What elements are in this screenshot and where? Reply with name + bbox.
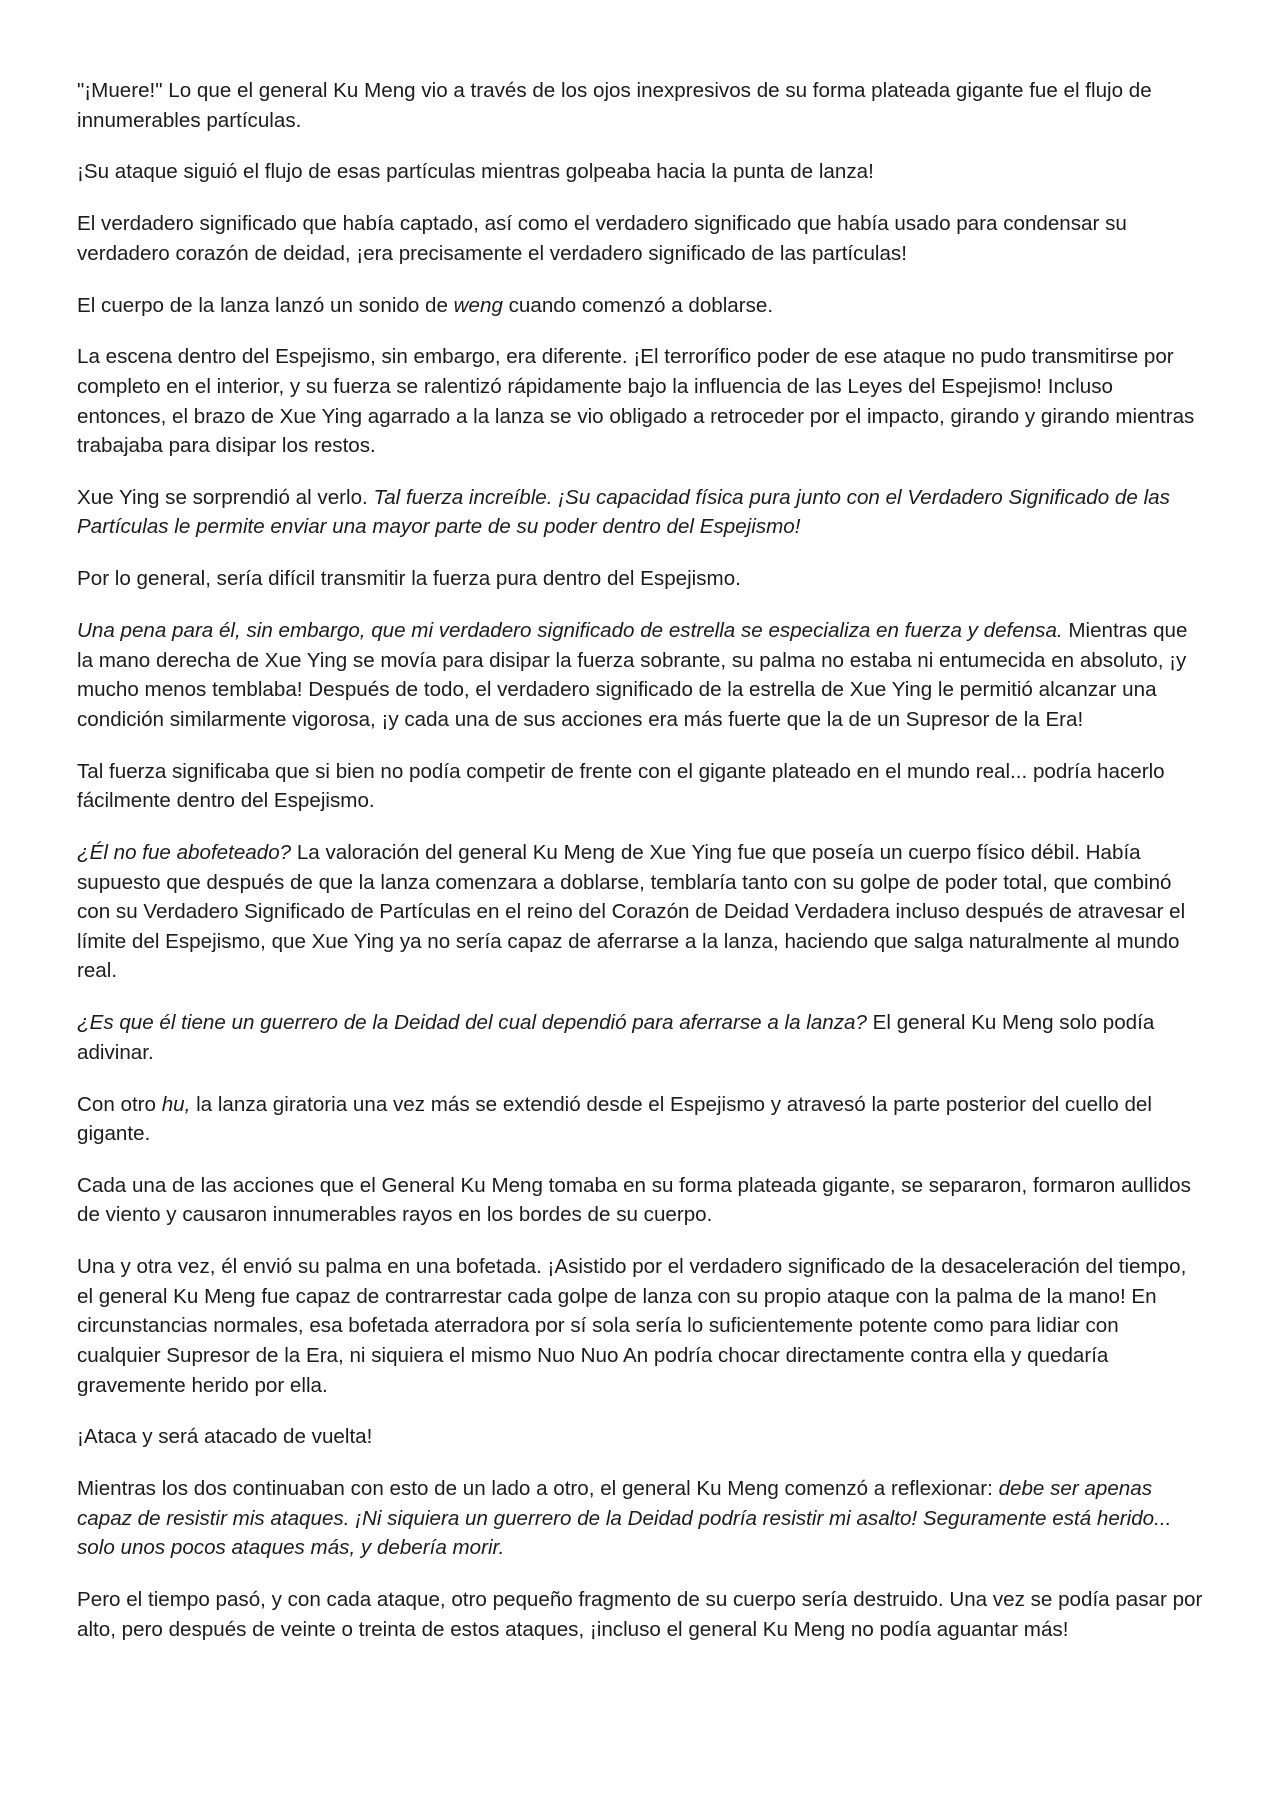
text-run: Mientras que la mano derecha de Xue Ying se movía para disipar la fuerza sobrante, su palma no estaba ni entumecida en absoluto, ¡y mucho menos temblaba! Después de todo, el verdadero significado de la estrella de Xue Ying le permitió alcanzar una condición similarmente vigorosa, ¡y cada una de sus acciones era más fuerte que la de un Supresor de la Era!	[77, 619, 1188, 731]
paragraph	[77, 157, 1207, 187]
document-body	[77, 76, 1207, 1667]
text-run: Por lo general, sería difícil transmitir la fuerza pura dentro del Espejismo.	[77, 567, 741, 591]
text-run: Pero el tiempo pasó, y con cada ataque, otro pequeño fragmento de su cuerpo sería destruido. Una vez se podía pasar por alto, pero después de veinte o treinta de estos ataques, ¡incluso el general Ku Meng no podía aguantar más!	[77, 1588, 1203, 1641]
paragraph	[77, 1474, 1207, 1563]
paragraph	[77, 342, 1207, 460]
paragraph	[77, 291, 1207, 321]
text-run: ¡Ataca y será atacado de vuelta!	[77, 1425, 373, 1449]
paragraph	[77, 1422, 1207, 1452]
text-run: cuando comenzó a doblarse.	[502, 293, 774, 317]
paragraph	[77, 209, 1207, 268]
italic-text-run: Una pena para él, sin embargo, que mi verdadero significado de estrella se especializa en fuerza y defensa.	[77, 619, 1063, 643]
text-run: "¡Muere!" Lo que el general Ku Meng vio a través de los ojos inexpresivos de su forma plateada gigante fue el flujo de innumerables partículas.	[77, 79, 1152, 132]
italic-text-run: ¿Es que él tiene un guerrero de la Deidad del cual dependió para aferrarse a la lanza?	[77, 1011, 867, 1035]
text-run: Con otro	[77, 1092, 162, 1116]
paragraph	[77, 76, 1207, 135]
text-run: La escena dentro del Espejismo, sin embargo, era diferente. ¡El terrorífico poder de ese ataque no pudo transmitirse por completo en el interior, y su fuerza se ralentizó rápidamente bajo la influencia de las Leyes del Espejismo! Incluso entonces, el brazo de Xue Ying agarrado a la lanza se vio obligado a retroceder por el impacto, girando y girando mientras trabajaba para disipar los restos.	[77, 345, 1195, 458]
text-run: Tal fuerza significaba que si bien no podía competir de frente con el gigante plateado en el mundo real... podría hacerlo fácilmente dentro del Espejismo.	[77, 759, 1165, 813]
paragraph	[77, 564, 1207, 594]
paragraph	[77, 483, 1207, 542]
paragraph	[77, 757, 1207, 816]
text-run: El verdadero significado que había captado, así como el verdadero significado que había usado para condensar su verdadero corazón de deidad, ¡era precisamente el verdadero significado de las partículas!	[77, 212, 1127, 265]
paragraph	[77, 1252, 1207, 1400]
paragraph	[77, 838, 1207, 986]
text-run: ¡Su ataque siguió el flujo de esas partículas mientras golpeaba hacia la punta de lanza!	[77, 160, 874, 184]
text-run: Xue Ying se sorprendió al verlo.	[77, 485, 374, 509]
text-run: Una y otra vez, él envió su palma en una bofetada. ¡Asistido por el verdadero significado de la desaceleración del tiempo, el general Ku Meng fue capaz de contrarrestar cada golpe de lanza con su propio ataque con la palma de la mano! En circunstancias normales, esa bofetada aterradora por sí sola sería lo suficientemente potente como para lidiar con cualquier Supresor de la Era, ni siquiera el mismo Nuo Nuo An podría chocar directamente contra ella y quedaría gravemente herido por ella.	[77, 1255, 1187, 1397]
text-run: la lanza giratoria una vez más se extendió desde el Espejismo y atravesó la parte posterior del cuello del gigante.	[77, 1092, 1152, 1146]
italic-text-run: ¿Él no fue abofeteado?	[77, 840, 292, 864]
italic-text-run: weng	[453, 293, 503, 317]
text-run: El general Ku Meng solo podía adivinar.	[77, 1011, 1155, 1064]
italic-text-run: hu,	[161, 1092, 191, 1116]
text-run: Cada una de las acciones que el General Ku Meng tomaba en su forma plateada gigante, se separaron, formaron aullidos de viento y causaron innumerables rayos en los bordes de su cuerpo.	[77, 1173, 1191, 1227]
text-run: El cuerpo de la lanza lanzó un sonido de	[77, 293, 454, 317]
text-run: Mientras los dos continuaban con esto de un lado a otro, el general Ku Meng comenzó a reflexionar:	[77, 1477, 999, 1501]
text-run: La valoración del general Ku Meng de Xue Ying fue que poseía un cuerpo físico débil. Había supuesto que después de que la lanza comenzara a doblarse, temblaría tanto con su golpe de poder total, que combinó con su Verdadero Significado de Partículas en el reino del Corazón de Deidad Verdadera incluso después de atravesar el límite del Espejismo, que Xue Ying ya no sería capaz de aferrarse a la lanza, haciendo que salga naturalmente al mundo real.	[77, 840, 1186, 983]
paragraph	[77, 1171, 1207, 1230]
paragraph	[77, 1008, 1207, 1067]
paragraph	[77, 1090, 1207, 1149]
italic-text-run: Tal fuerza increíble. ¡Su capacidad física pura junto con el Verdadero Significado de las Partículas le permite enviar una mayor parte de su poder dentro del Espejismo!	[77, 485, 1170, 539]
paragraph	[77, 616, 1207, 734]
paragraph	[77, 1585, 1207, 1644]
italic-text-run: debe ser apenas capaz de resistir mis ataques. ¡Ni siquiera un guerrero de la Deidad podría resistir mi asalto! Seguramente está herido... solo unos pocos ataques más, y debería morir.	[77, 1477, 1172, 1560]
